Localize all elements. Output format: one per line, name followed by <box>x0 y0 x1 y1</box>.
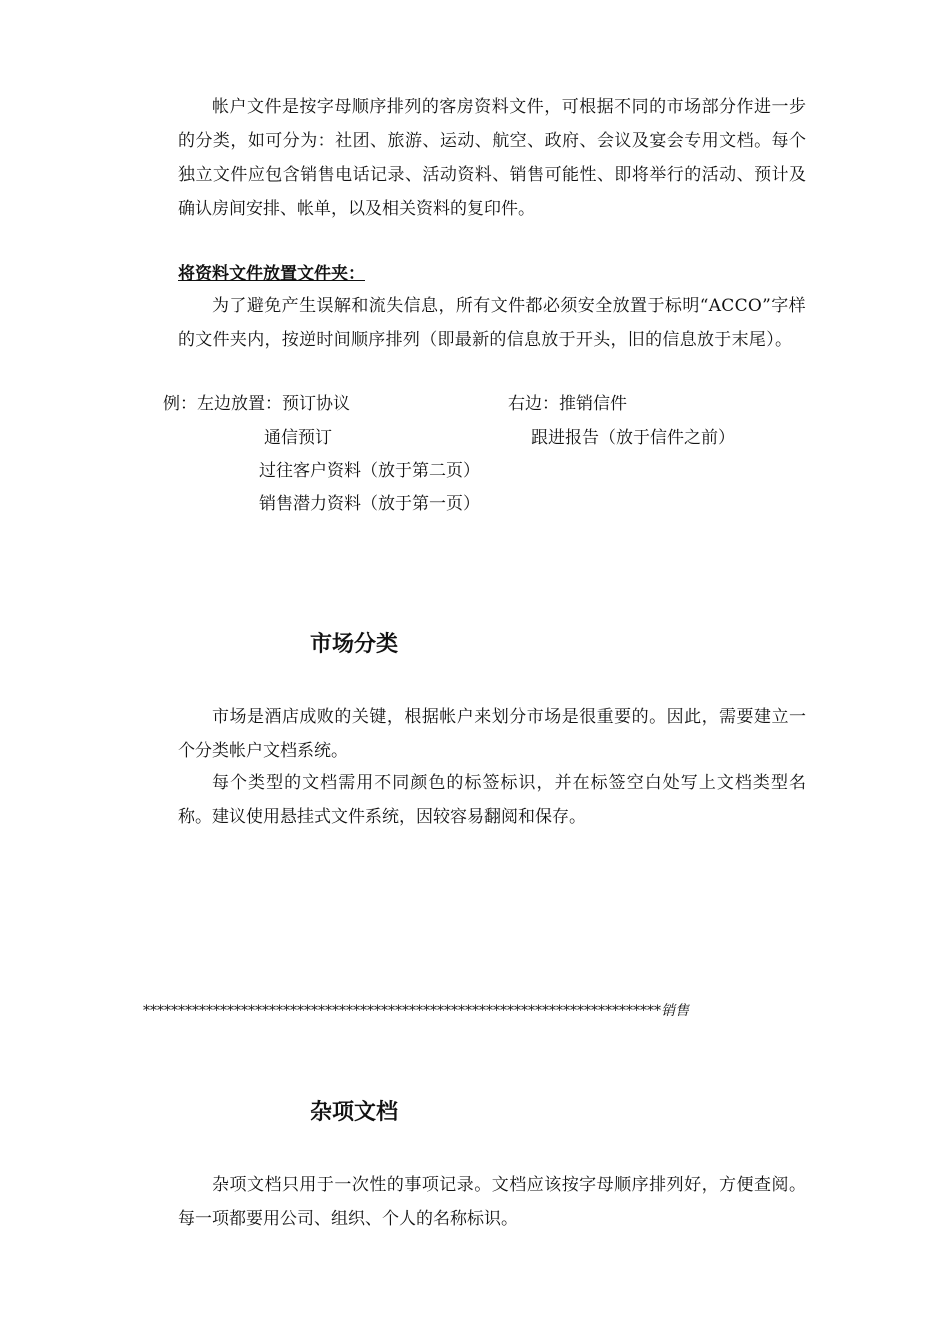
example-right-item: 跟进报告（放于信件之前） <box>531 428 735 448</box>
example-left-item: 销售潜力资料（放于第一页） <box>259 494 480 514</box>
folder-placement-subheading: 将资料文件放置文件夹： <box>178 264 365 284</box>
example-left-item: 通信预订 <box>264 428 332 448</box>
market-classification-heading: 市场分类 <box>310 632 399 657</box>
example-left-label: 例：左边放置：预订协议 <box>163 394 350 414</box>
market-paragraph-1: 市场是酒店成败的关键，根据帐户来划分市场是很重要的。因此，需要建立一个分类帐户文档系统。 <box>178 707 806 761</box>
misc-documents-heading: 杂项文档 <box>310 1100 399 1125</box>
market-paragraph-2: 每个类型的文档需用不同颜色的标签标识，并在标签空白处写上文档类型名称。建议使用悬挂式文件系统，因较容易翻阅和保存。 <box>178 773 806 827</box>
account-files-paragraph: 帐户文件是按字母顺序排列的客房资料文件，可根据不同的市场部分作进一步的分类，如可分为：社团、旅游、运动、航空、政府、会议及宴会专用文档。每个独立文件应包含销售电话记录、活动资料、销售可能性、即将举行的活动、预计及确认房间安排、帐单，以及相关资料的复印件。 <box>178 97 806 219</box>
folder-placement-paragraph: 为了避免产生误解和流失信息，所有文件都必须安全放置于标明“ACCO”字样的文件夹内，按逆时间顺序排列（即最新的信息放于开头，旧的信息放于末尾）。 <box>178 296 806 350</box>
example-left-item: 过往客户资料（放于第二页） <box>259 461 480 481</box>
example-right-label: 右边：推销信件 <box>508 394 627 414</box>
asterisk-divider: **************************************************************************销售 <box>143 1003 689 1019</box>
misc-documents-paragraph: 杂项文档只用于一次性的事项记录。文档应该按字母顺序排列好，方便查阅。每一项都要用公司、组织、个人的名称标识。 <box>178 1175 806 1229</box>
